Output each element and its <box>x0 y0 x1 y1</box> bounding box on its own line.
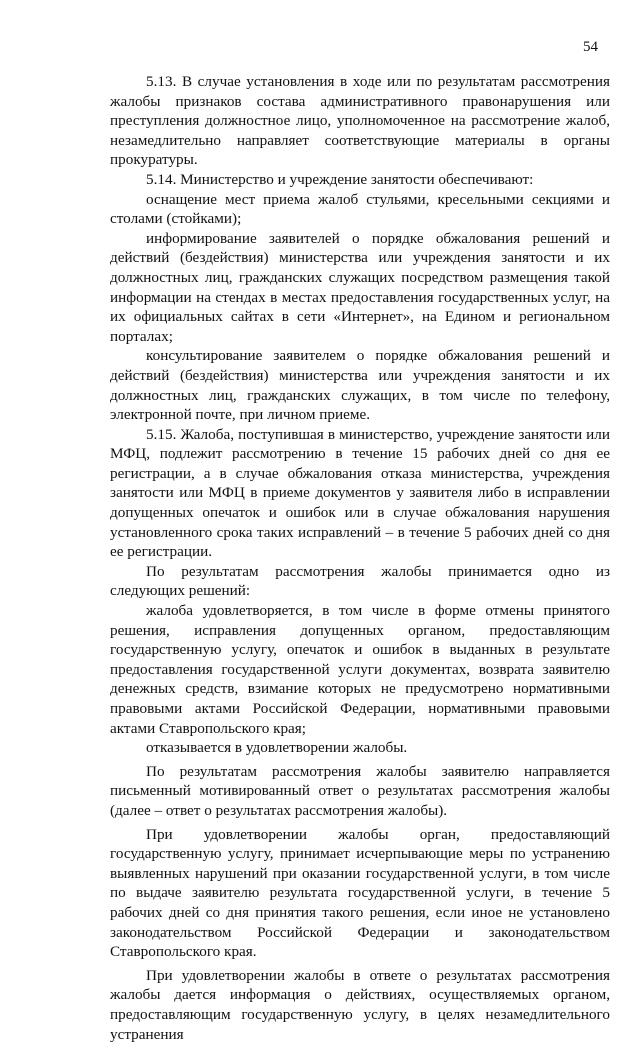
paragraph-decisions-intro: По результатам рассмотрения жалобы принимается одно из следующих решений: <box>110 562 610 600</box>
paragraph-remedy-measures: При удовлетворении жалобы орган, предоставляющий государственную услугу, принимает исчерпывающие меры по устранению выявленных нарушений при оказании государственной услуги, в том числе по выдаче заявителю результата государственной услуги, в течение 5 рабочих дней со дня принятия такого решения, если иное не установлено законодательством Российской Федерации и законодательством Ставропольского края. <box>110 825 610 961</box>
document-body <box>110 72 610 1044</box>
paragraph-response: По результатам рассмотрения жалобы заявителю направляется письменный мотивированный ответ о результатах рассмотрения жалобы (далее – ответ о результатах рассмотрения жалобы). <box>110 762 610 819</box>
paragraph-complaint-rejected: отказывается в удовлетворении жалобы. <box>146 739 408 757</box>
paragraph-5-13: 5.13. В случае установления в ходе или по результатам рассмотрения жалобы признаков состава административного правонарушения или преступления должностное лицо, уполномоченное на рассмотрение жалоб, незамедлительно направляет соответствующие материалы в органы прокуратуры. <box>110 73 610 169</box>
paragraph-complaint-satisfied: жалоба удовлетворяется, в том числе в форме отмены принятого решения, исправления допущенных органом, предоставляющим государственную услугу, опечаток и ошибок в выданных в результате предоставления государственной услуги документах, возврата заявителю денежных средств, взимание которых не предусмотрено нормативными правовыми актами Российской Федерации, нормативными правовыми актами Ставропольского края; <box>110 602 610 737</box>
paragraph-response-info: При удовлетворении жалобы в ответе о результатах рассмотрения жалобы дается информация о действиях, осуществляемых органом, предоставляющим государственную услугу, в целях незамедлительного устранения <box>110 966 610 1043</box>
page-number: 54 <box>583 39 598 55</box>
paragraph-5-14: 5.14. Министерство и учреждение занятости обеспечивают: <box>146 170 534 188</box>
paragraph-equipment: оснащение мест приема жалоб стульями, кресельными секциями и столами (стойками); <box>110 190 610 228</box>
paragraph-consulting: консультирование заявителем о порядке обжалования решений и действий (бездействия) министерства или учреждения занятости и их должностных лиц, гражданских служащих, в том числе по телефону, электронной почте, при личном приеме. <box>110 347 610 424</box>
paragraph-informing: информирование заявителей о порядке обжалования решений и действий (бездействия) министерства или учреждения занятости и их должностных лиц, гражданских служащих посредством размещения такой информации на стендах в местах предоставления государственных услуг, на их официальных сайтах в сети «Интернет», на Едином и региональном порталах; <box>110 229 610 345</box>
paragraph-5-15: 5.15. Жалоба, поступившая в министерство, учреждение занятости или МФЦ, подлежит рассмотрению в течение 15 рабочих дней со дня ее регистрации, а в случае обжалования отказа министерства, учреждения занятости или МФЦ в приеме документов у заявителя либо в исправлении допущенных опечаток и ошибок или в случае обжалования нарушения установленного срока таких исправлений – в течение 5 рабочих дней со дня ее регистрации. <box>110 425 610 561</box>
